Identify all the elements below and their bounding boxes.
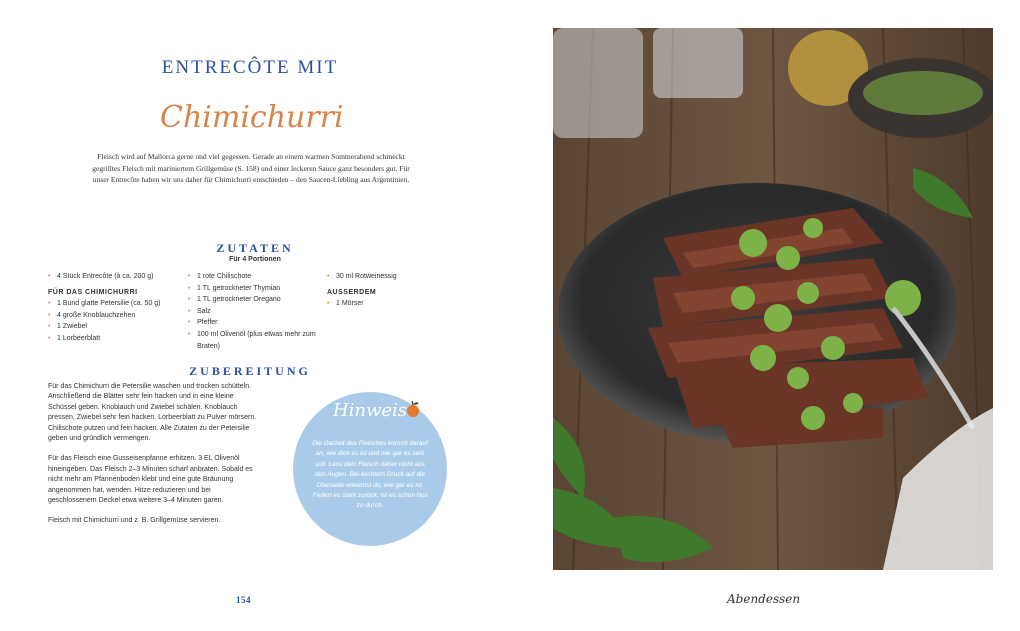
ingredients-title: ZUTATEN bbox=[216, 241, 294, 255]
right-page bbox=[552, 0, 1020, 631]
preparation-steps bbox=[48, 382, 258, 537]
preparation-step: Für das Fleisch eine Gusseisenpfanne erhitzen. 3 EL Olivenöl hineingeben. Das Fleisch 2–3 Minuten scharf anbraten. Sobald es nicht mehr am Pfannenboden klebt und eine gute Bräunung angenommen hat, wenden. Hitze reduzieren und bei geschlossenem Deckel etwa weitere 3–4 Minuten garen. bbox=[48, 455, 253, 505]
ingredient-item: • 30 ml Rotweinessig bbox=[327, 271, 437, 283]
tip-circle bbox=[293, 392, 447, 546]
tip-title: Hinweis bbox=[332, 400, 408, 421]
ingredient-item: • 1 Bund glatte Petersilie (ca. 50 g) bbox=[48, 298, 178, 310]
ingredients-column-2 bbox=[188, 271, 318, 352]
ingredients-column-1 bbox=[48, 271, 178, 345]
ingredient-item: • 1 TL getrockneter Thymian bbox=[188, 283, 318, 295]
recipe-script-title: Chimichurri bbox=[160, 100, 344, 135]
section-name: Abendessen bbox=[727, 592, 801, 606]
steak-photo bbox=[553, 28, 993, 570]
ingredients-column-3 bbox=[327, 271, 437, 310]
recipe-title: ENTRECÔTE MIT bbox=[161, 57, 339, 78]
ingredient-item: • 1 rote Chilischote bbox=[188, 271, 318, 283]
ingredients-subtitle: AUSSERDEM bbox=[327, 288, 377, 296]
recipe-intro: Fleisch wird auf Mallorca gerne und viel gegessen. Gerade an einem warmen Sommerabend schmeckt gegrilltes Fleisch mit mariniertem Grillgemüse (S. 158) und einer leckeren Sauce ganz besonders gut. Für unser Entrecôte haben wir uns daher für Chimichurri entschieden – den Saucen-Liebling aus Argentinien. bbox=[92, 152, 410, 185]
preparation-title: ZUBEREITUNG bbox=[189, 364, 311, 378]
ingredients-subtitle: FÜR DAS CHIMICHURRI bbox=[48, 288, 138, 296]
ingredient-item: • 1 Lorbeerblatt bbox=[48, 333, 178, 345]
preparation-step: Fleisch mit Chimichurri und z. B. Grillgemüse servieren. bbox=[48, 517, 221, 525]
ingredient-item: • 100 ml Olivenöl (plus etwas mehr zum Braten) bbox=[188, 329, 318, 352]
ingredient-item: • Pfeffer bbox=[188, 317, 318, 329]
ingredient-item: • Salz bbox=[188, 306, 318, 318]
tip-text: Die Garzeit des Fleisches kommt darauf an, wie dick es ist und wie gar es sein soll. Lass dein Fleisch daher nicht aus den Augen. Bei leichtem Druck auf die Oberseite erkennst du, wie gar es ist. Federt es stark zurück, ist es schon fast zu durch. bbox=[312, 440, 428, 510]
orange-icon bbox=[405, 400, 421, 418]
ingredient-item: • 1 Zwiebel bbox=[48, 321, 178, 333]
ingredient-item: • 1 TL getrockneter Oregano bbox=[188, 294, 318, 306]
ingredient-item: • 4 große Knoblauchzehen bbox=[48, 310, 178, 322]
ingredient-item: • 1 Mörser bbox=[327, 298, 437, 310]
ingredient-item: • 4 Stück Entrecôte (à ca. 200 g) bbox=[48, 271, 178, 283]
page-number: 154 bbox=[236, 595, 251, 605]
portions-label: Für 4 Portionen bbox=[229, 256, 281, 263]
preparation-step: Für das Chimichurri die Petersilie waschen und trocken schütteln. Anschließend die Blätter sehr fein hacken und in eine kleine Schüssel geben. Knoblauch und Zwiebel schälen. Knoblauch pressen, Zwiebel sehr fein hacken. Lorbeerblatt zu Pulver mörsern. Chilischote putzen und fein hacken. Alle Zutaten zu der Petersilie geben und gründlich vermengen. bbox=[48, 383, 257, 443]
